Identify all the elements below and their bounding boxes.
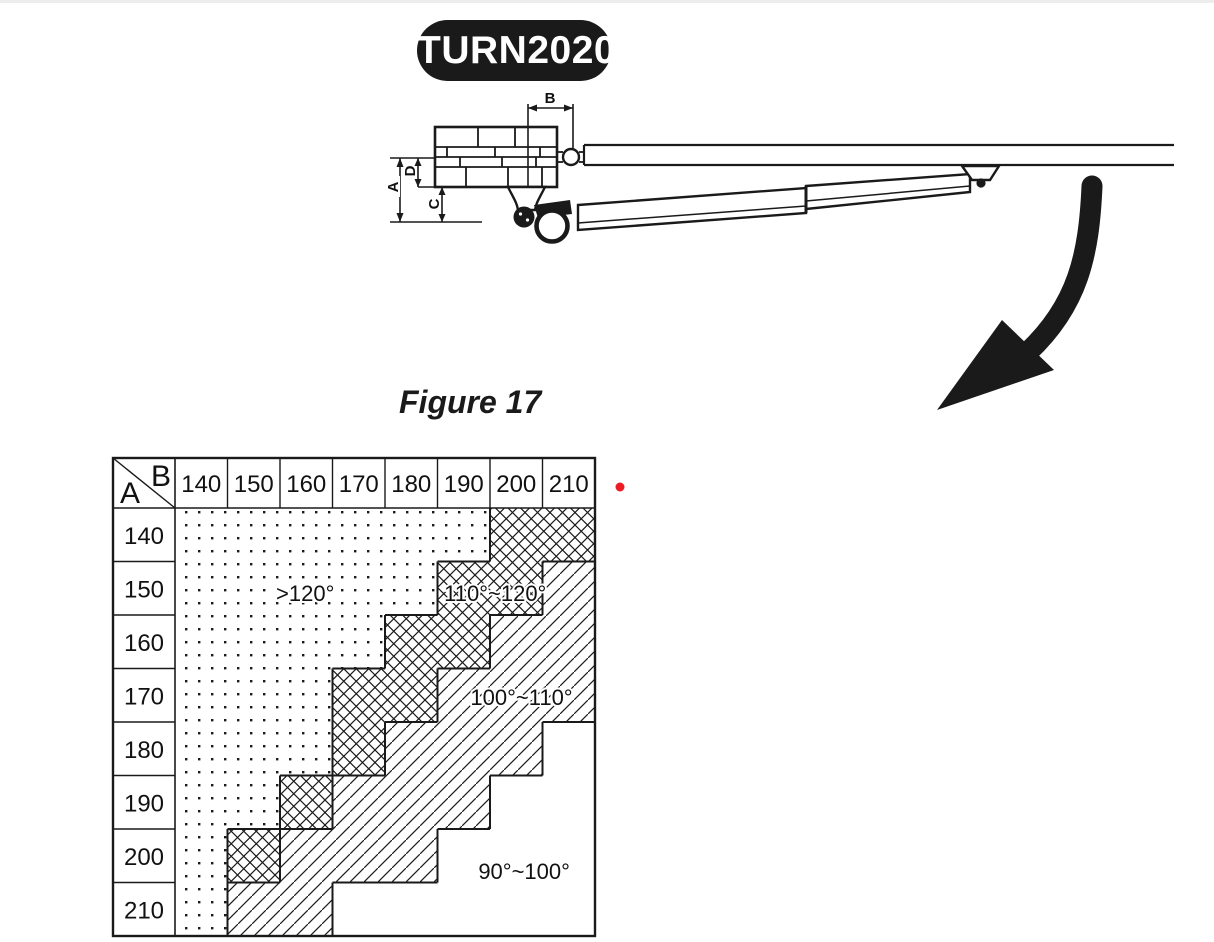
- dimension-b-label: B: [544, 90, 556, 107]
- matrix-cell: [333, 615, 386, 669]
- arrowhead-left: [528, 105, 537, 112]
- row-header: 210: [123, 897, 165, 925]
- matrix-cell: [280, 883, 333, 937]
- matrix-cell: [385, 669, 438, 723]
- actuator-arm: [578, 174, 970, 230]
- matrix-cell: [543, 562, 596, 616]
- matrix-cell: [385, 562, 438, 616]
- hinge-knob: [514, 207, 535, 228]
- motor-hinge-assembly: [508, 187, 572, 242]
- matrix-cell: [385, 615, 438, 669]
- matrix-cell: [333, 669, 386, 723]
- matrix-cell: [280, 829, 333, 883]
- col-header: 190: [443, 471, 484, 498]
- matrix-cell: [438, 776, 491, 830]
- matrix-cell: [175, 508, 228, 562]
- matrix-cell: [385, 829, 438, 883]
- matrix-cell: [228, 669, 281, 723]
- col-header: 140: [181, 471, 222, 498]
- matrix-cell: [438, 722, 491, 776]
- col-header: 160: [286, 471, 327, 498]
- curved-arrow: [937, 186, 1092, 410]
- arrowhead-right: [564, 105, 573, 112]
- col-header: 210: [548, 471, 589, 498]
- matrix-cell: [385, 508, 438, 562]
- model-badge: TURN2020: [417, 20, 611, 81]
- matrix-cell: [175, 776, 228, 830]
- col-header: 200: [496, 471, 537, 498]
- matrix-cell: [333, 722, 386, 776]
- row-header: 170: [123, 683, 165, 711]
- matrix-cell: [228, 883, 281, 937]
- matrix-cell: [333, 776, 386, 830]
- matrix-cell: [228, 615, 281, 669]
- dimension-a-label: A: [385, 181, 402, 193]
- zone-label: 100°~110°: [470, 684, 573, 710]
- matrix-cell: [490, 615, 543, 669]
- col-header: 170: [338, 471, 379, 498]
- matrix-cell: [438, 508, 491, 562]
- row-header: 180: [123, 736, 165, 764]
- matrix-cell: [175, 829, 228, 883]
- ball-joint: [557, 149, 584, 165]
- matrix-cell: [333, 562, 386, 616]
- matrix-cell: [280, 776, 333, 830]
- matrix-cell: [175, 669, 228, 723]
- matrix-cell: [175, 883, 228, 937]
- red-dot: [616, 483, 625, 492]
- corner-label-a: A: [119, 477, 141, 510]
- zone-label: 110°~120°: [444, 581, 547, 607]
- matrix-cell: [490, 722, 543, 776]
- row-header: 200: [123, 843, 165, 871]
- zone-label: 90°~100°: [478, 858, 570, 884]
- matrix-cell: [280, 508, 333, 562]
- row-header: 150: [123, 576, 165, 604]
- dimension-c-label: C: [426, 198, 443, 210]
- matrix-cell: [385, 776, 438, 830]
- matrix-cell: [228, 829, 281, 883]
- matrix-cell: [280, 669, 333, 723]
- col-header: 180: [391, 471, 432, 498]
- row-header: 160: [123, 629, 165, 657]
- matrix-cell: [280, 722, 333, 776]
- bracket-pin: [976, 178, 985, 187]
- matrix-cell: [175, 722, 228, 776]
- col-header: 150: [233, 471, 274, 498]
- gate-bar: [584, 145, 1174, 165]
- matrix-cell: [543, 508, 596, 562]
- angle-matrix-chart: [113, 458, 595, 936]
- row-header: 190: [123, 790, 165, 818]
- zone-label: >120°: [276, 581, 335, 607]
- row-header: 140: [123, 522, 165, 550]
- matrix-cell: [333, 508, 386, 562]
- matrix-cell: [175, 615, 228, 669]
- matrix-cell: [543, 615, 596, 669]
- pivot-barrel: [537, 211, 568, 242]
- figure-caption: Figure 17: [399, 384, 542, 420]
- matrix-cell: [228, 722, 281, 776]
- matrix-cell: [438, 615, 491, 669]
- matrix-cell: [385, 722, 438, 776]
- actuator-installation-diagram: [385, 90, 1174, 242]
- matrix-cell: [228, 508, 281, 562]
- wall-bracket-wall: [435, 127, 557, 187]
- matrix-cell: [280, 615, 333, 669]
- dimension-d-label: D: [402, 165, 419, 177]
- matrix-cell: [333, 829, 386, 883]
- matrix-cell: [175, 562, 228, 616]
- matrix-cell: [228, 562, 281, 616]
- corner-label-b: B: [150, 460, 172, 493]
- matrix-cell: [490, 508, 543, 562]
- matrix-cell: [228, 776, 281, 830]
